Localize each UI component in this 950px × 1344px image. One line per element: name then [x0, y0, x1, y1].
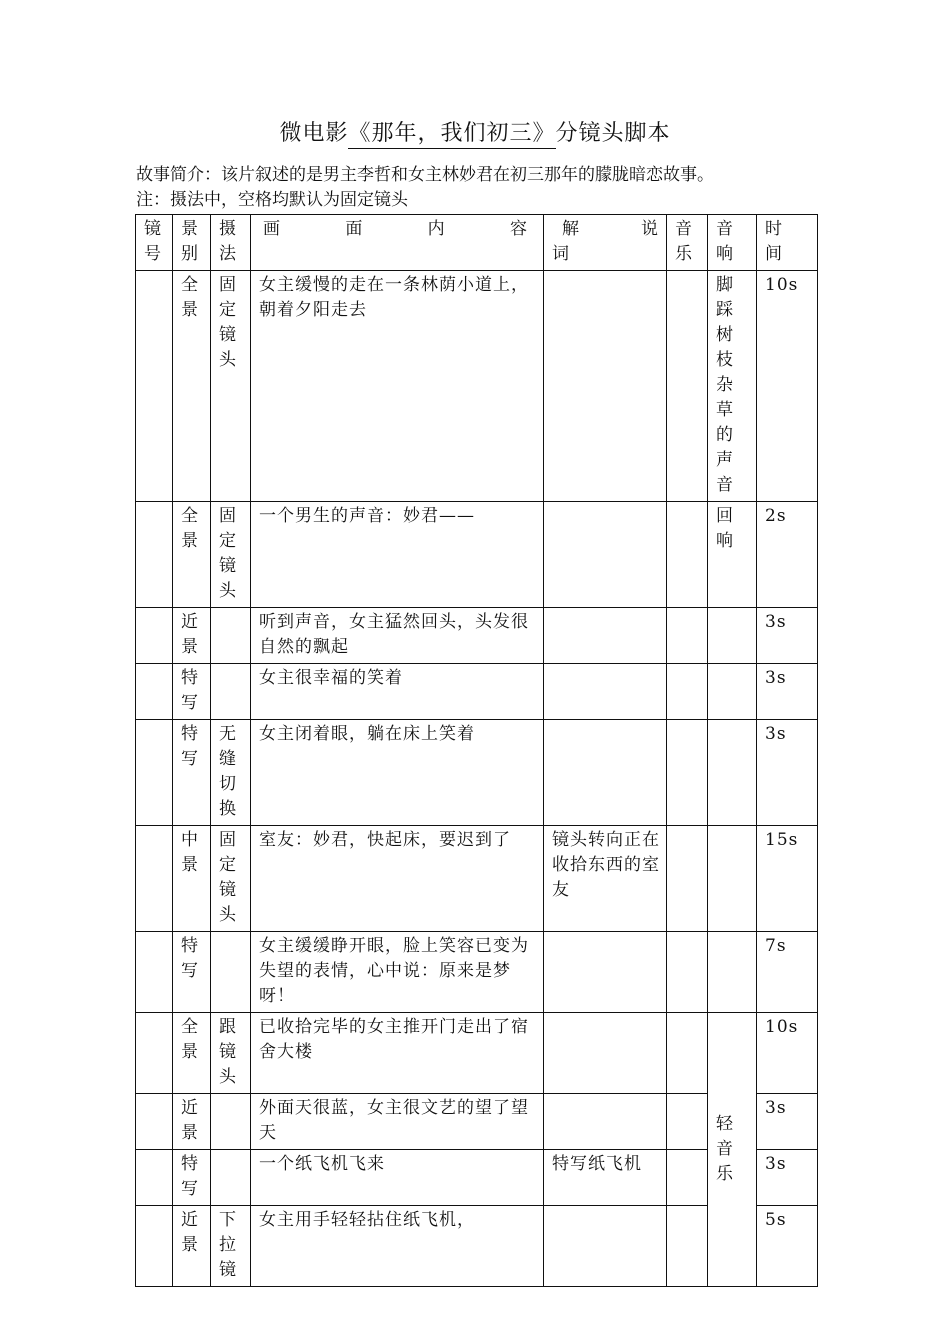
shot-content: 女主缓缓睁开眼，脸上笑容已变为失望的表情，心中说：原来是梦呀！ [251, 932, 544, 1013]
table-row [136, 608, 818, 664]
table-row [136, 1013, 818, 1094]
shot-time: 3s [757, 1094, 818, 1150]
merged-sound-cell: 轻音乐 [708, 1013, 757, 1287]
shot-no [136, 608, 173, 664]
shot-content: 外面天很蓝，女主很文艺的望了望天 [251, 1094, 544, 1150]
header-row [136, 215, 818, 271]
document-title [0, 118, 950, 150]
header-music: 音乐 [667, 215, 708, 271]
table-row [136, 502, 818, 608]
shot-scale: 近景 [173, 1206, 211, 1287]
shot-narration [544, 1206, 667, 1287]
table-row [136, 271, 818, 502]
shot-sound: 脚踩树枝杂草的声音 [708, 271, 757, 502]
shot-no [136, 664, 173, 720]
shot-camera: 下拉镜 [211, 1206, 251, 1287]
shot-sound [708, 608, 757, 664]
shot-scale: 全景 [173, 1013, 211, 1094]
title-suffix: 分镜头脚本 [555, 121, 671, 146]
header-shot-no: 镜号 [136, 215, 173, 271]
shot-narration [544, 502, 667, 608]
shot-content: 一个男生的声音：妙君—— [251, 502, 544, 608]
table-row [136, 720, 818, 826]
shot-time: 10s [757, 271, 818, 502]
shot-music [667, 502, 708, 608]
shot-time: 10s [757, 1013, 818, 1094]
synopsis: 故事简介：该片叙述的是男主李哲和女主林妙君在初三那年的朦胧暗恋故事。 [136, 165, 714, 185]
shot-narration [544, 608, 667, 664]
header-sound: 音响 [708, 215, 757, 271]
table-row [136, 664, 818, 720]
shot-narration: 特写纸飞机 [544, 1150, 667, 1206]
shot-time: 15s [757, 826, 818, 932]
shot-music [667, 1094, 708, 1150]
shot-camera: 固定镜头 [211, 271, 251, 502]
shot-scale: 近景 [173, 608, 211, 664]
shot-music [667, 608, 708, 664]
shot-scale: 特写 [173, 720, 211, 826]
shot-no [136, 1150, 173, 1206]
shot-camera [211, 664, 251, 720]
shot-camera [211, 932, 251, 1013]
title-film-name: 《那年，我们初三》 [348, 121, 555, 149]
shot-scale: 特写 [173, 1150, 211, 1206]
shot-narration [544, 1013, 667, 1094]
shot-music [667, 1013, 708, 1094]
shot-music [667, 1206, 708, 1287]
shot-camera: 无缝切换 [211, 720, 251, 826]
shot-content: 一个纸飞机飞来 [251, 1150, 544, 1206]
shot-content: 室友：妙君，快起床，要迟到了 [251, 826, 544, 932]
shot-sound: 回响 [708, 502, 757, 608]
shot-narration [544, 720, 667, 826]
shot-camera: 固定镜头 [211, 502, 251, 608]
shot-time: 3s [757, 720, 818, 826]
shot-time: 5s [757, 1206, 818, 1287]
shot-sound [708, 826, 757, 932]
header-narration: 解 说 词 [544, 215, 667, 271]
shot-music [667, 932, 708, 1013]
shot-content: 听到声音，女主猛然回头，头发很自然的飘起 [251, 608, 544, 664]
shot-music [667, 1150, 708, 1206]
shot-time: 2s [757, 502, 818, 608]
shot-no [136, 1094, 173, 1150]
shot-camera [211, 1094, 251, 1150]
shot-content: 女主闭着眼，躺在床上笑着 [251, 720, 544, 826]
shot-content: 已收拾完毕的女主推开门走出了宿舍大楼 [251, 1013, 544, 1094]
storyboard-table [135, 214, 818, 1287]
header-scale: 景别 [173, 215, 211, 271]
shot-scale: 特写 [173, 932, 211, 1013]
shot-music [667, 720, 708, 826]
shot-no [136, 826, 173, 932]
header-content: 画 面 内 容 [251, 215, 544, 271]
shot-camera [211, 1150, 251, 1206]
shot-narration [544, 1094, 667, 1150]
shot-narration: 镜头转向正在收拾东西的室友 [544, 826, 667, 932]
shot-no [136, 502, 173, 608]
shot-music [667, 664, 708, 720]
header-camera: 摄法 [211, 215, 251, 271]
shot-scale: 特写 [173, 664, 211, 720]
shot-music [667, 826, 708, 932]
shot-no [136, 1206, 173, 1287]
shot-time: 3s [757, 664, 818, 720]
shot-content: 女主缓慢的走在一条林荫小道上， 朝着夕阳走去 [251, 271, 544, 502]
shot-content: 女主很幸福的笑着 [251, 664, 544, 720]
shot-scale: 中景 [173, 826, 211, 932]
shot-scale: 全景 [173, 271, 211, 502]
header-time: 时间 [757, 215, 818, 271]
shot-no [136, 720, 173, 826]
shot-camera: 跟镜头 [211, 1013, 251, 1094]
shot-no [136, 932, 173, 1013]
shot-content: 女主用手轻轻拈住纸飞机， [251, 1206, 544, 1287]
shot-narration [544, 932, 667, 1013]
shot-time: 3s [757, 1150, 818, 1206]
shot-camera [211, 608, 251, 664]
shot-sound [708, 932, 757, 1013]
shot-narration [544, 271, 667, 502]
shot-time: 3s [757, 608, 818, 664]
shot-music [667, 271, 708, 502]
shot-no [136, 1013, 173, 1094]
title-prefix: 微电影 [279, 121, 349, 146]
table-row [136, 826, 818, 932]
shot-scale: 近景 [173, 1094, 211, 1150]
shot-sound [708, 664, 757, 720]
note: 注：摄法中，空格均默认为固定镜头 [136, 190, 408, 210]
shot-narration [544, 664, 667, 720]
shot-no [136, 271, 173, 502]
shot-sound [708, 720, 757, 826]
shot-time: 7s [757, 932, 818, 1013]
shot-scale: 全景 [173, 502, 211, 608]
table-row [136, 932, 818, 1013]
shot-camera: 固定镜头 [211, 826, 251, 932]
